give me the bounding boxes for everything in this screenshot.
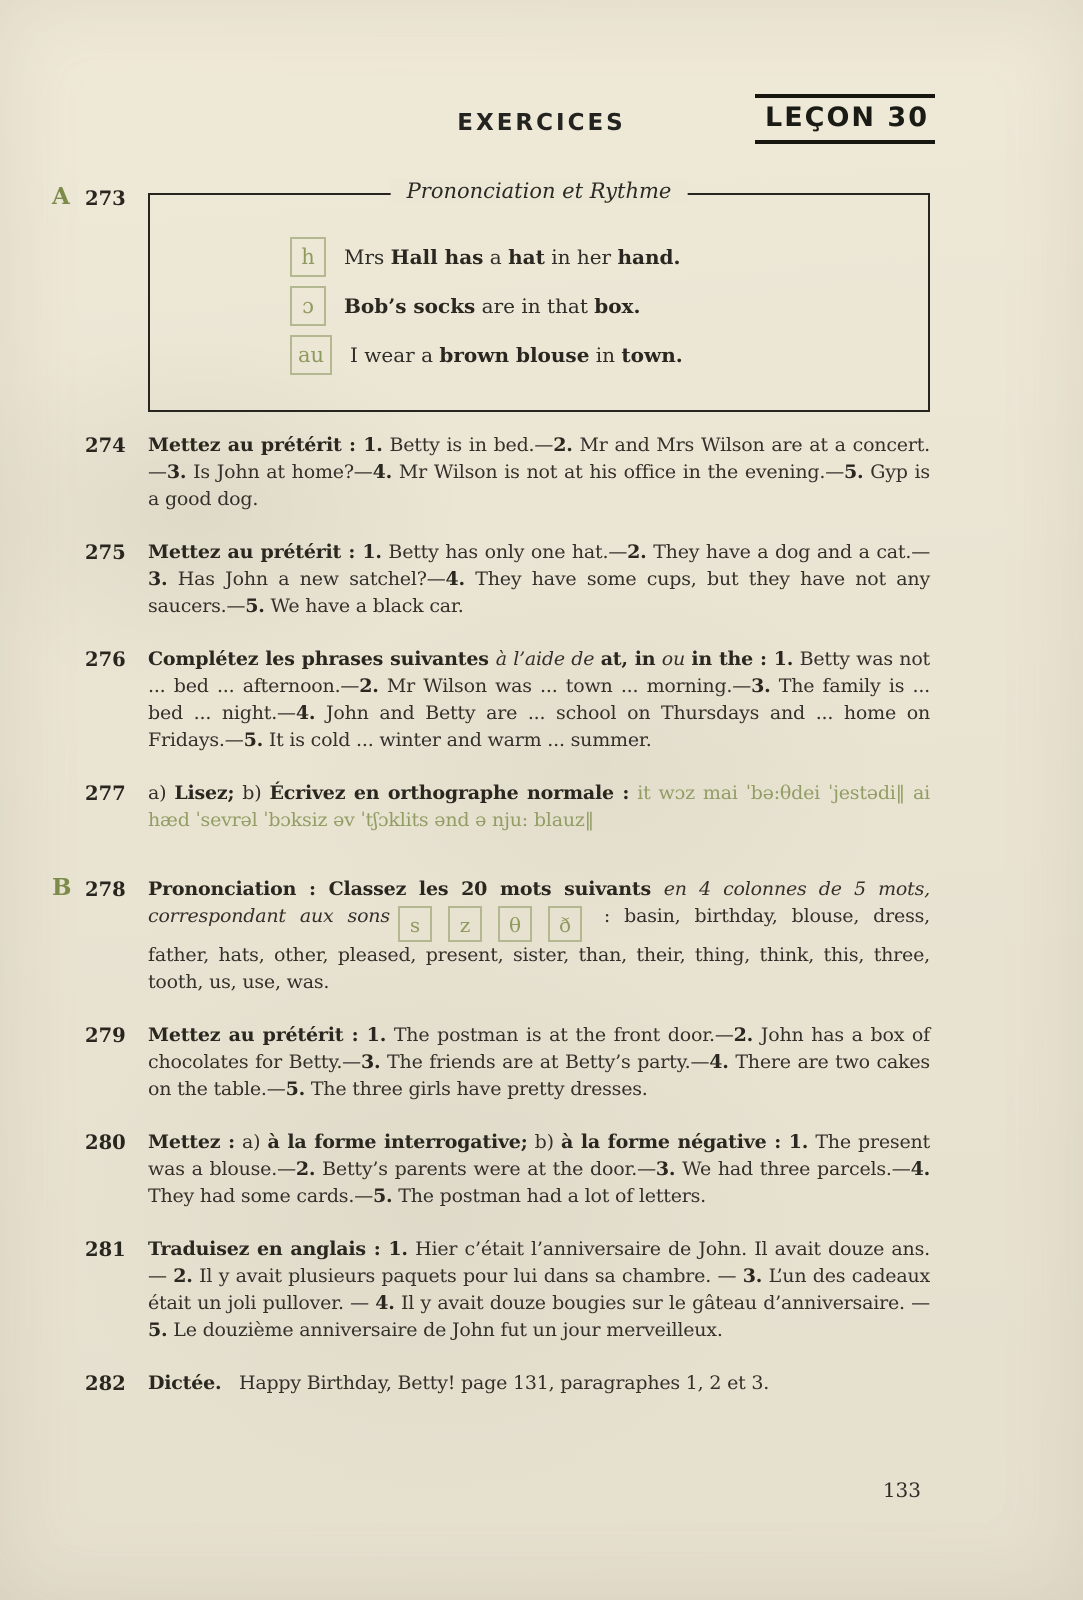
text-segment: John has a box of chocolates for Betty.—	[148, 1024, 930, 1073]
content-column	[52, 179, 931, 1423]
text-segment: 5.	[245, 595, 265, 617]
text-segment: Le douzième anniversaire de John fut un jour merveilleux.	[167, 1319, 723, 1341]
text-segment: ou	[655, 648, 692, 670]
text-segment: Mrs	[344, 245, 391, 269]
exercise-277	[85, 780, 930, 834]
text-segment: They had some cards.—	[148, 1185, 373, 1207]
text-segment: town.	[621, 343, 683, 367]
text-segment: 4.	[709, 1051, 729, 1073]
sound-symbol-box: au	[290, 335, 332, 375]
exercise-text	[148, 432, 930, 513]
text-segment: 3.	[742, 1265, 763, 1287]
text-segment: a)	[148, 782, 175, 804]
text-segment: : basin, birthday, blouse, dress, father, hats, other, pleased, present, sister, than, their, thing, think, this, three, tooth, us, use, was.	[148, 905, 931, 993]
text-segment: à la forme interrogative;	[267, 1131, 528, 1153]
text-segment: We had three parcels.—	[675, 1158, 911, 1180]
text-segment: Has John a new satchel?—	[167, 568, 446, 590]
text-segment: They have a dog and a cat.—	[646, 541, 930, 563]
sound-symbol-box: s	[398, 906, 432, 942]
pronunciation-row	[290, 237, 908, 277]
pronunciation-sentence	[344, 286, 640, 326]
exercise-275	[85, 539, 930, 620]
exercise-list	[52, 432, 931, 1397]
text-segment: 3.	[751, 675, 771, 697]
text-segment: Il y avait plusieurs paquets pour lui dans sa chambre. —	[192, 1265, 743, 1287]
exercise-282	[85, 1370, 930, 1397]
exercise-273	[52, 179, 930, 412]
exercise-text	[148, 1129, 930, 1210]
exercise-text	[148, 646, 930, 754]
text-segment: in her	[544, 245, 618, 269]
exercise-number: 279	[85, 1024, 126, 1047]
text-segment: Prononciation : Classez les 20 mots suivants	[148, 878, 664, 900]
exercise-text	[148, 1236, 930, 1344]
text-segment: We have a black car.	[264, 595, 464, 617]
exercise-281	[85, 1236, 930, 1344]
pronunciation-box	[148, 179, 930, 412]
text-segment: are in that	[475, 294, 595, 318]
exercise-280	[85, 1129, 930, 1210]
text-segment: 5.	[243, 729, 263, 751]
exercise-number: 275	[85, 541, 126, 564]
text-segment: b)	[527, 1131, 561, 1153]
text-segment: Mettez :	[148, 1131, 235, 1153]
exercise-279	[85, 1022, 930, 1103]
text-segment: 2.	[359, 675, 379, 697]
pronunciation-box-title: Prononciation et Rythme	[391, 179, 688, 203]
sound-symbol-box: θ	[498, 906, 532, 942]
exercise-number: 280	[85, 1131, 126, 1154]
text-segment: Bob’s socks	[344, 294, 476, 318]
pronunciation-sentence	[350, 335, 683, 375]
text-segment: 3.	[166, 461, 187, 483]
text-segment: Mr Wilson is not at his office in the evening.—	[392, 461, 844, 483]
text-segment: Mettez au prétérit : 1.	[148, 541, 382, 563]
text-segment: 5.	[148, 1319, 168, 1341]
text-segment: in the : 1.	[691, 648, 794, 670]
text-segment: They have some cups, but they have not any saucers.—	[148, 568, 930, 617]
text-segment: à l’aide de	[495, 648, 601, 670]
text-segment: The friends are at Betty’s party.—	[380, 1051, 710, 1073]
exercise-274	[85, 432, 930, 513]
text-segment: en 4 colonnes de 5 mots, correspondant aux sons	[148, 878, 930, 927]
text-segment: hat	[508, 245, 545, 269]
text-segment: 2.	[553, 434, 573, 456]
text-segment: Dictée.	[148, 1372, 222, 1394]
text-segment: it wɔz mai ˈbə:θdei ˈjestədi‖ ai hæd ˈsevrəl ˈbɔksiz əv ˈtʃɔklits ənd ə nju: blauz‖	[148, 782, 930, 831]
text-segment: brown blouse	[439, 343, 590, 367]
text-segment: Gyp is a good dog.	[148, 461, 930, 510]
text-segment: Mr Wilson was ... town ... morning.—	[378, 675, 752, 697]
text-segment: Mettez au prétérit : 1.	[148, 1024, 387, 1046]
text-segment: Betty’s parents were at the door.—	[315, 1158, 656, 1180]
text-segment: 5.	[844, 461, 864, 483]
exercise-text	[148, 1370, 930, 1397]
pronunciation-row	[290, 335, 908, 375]
text-segment: Hier c’était l’anniversaire de John. Il avait douze ans. —	[148, 1238, 930, 1287]
text-segment: 2.	[733, 1024, 754, 1046]
text-segment: 3.	[148, 568, 168, 590]
text-segment: Hall has	[390, 245, 484, 269]
text-segment: There are two cakes on the table.—	[148, 1051, 930, 1100]
text-segment: It is cold ... winter and warm ... summer.	[263, 729, 652, 751]
exercise-number: 276	[85, 648, 126, 671]
text-segment: à la forme négative : 1.	[561, 1131, 809, 1153]
text-segment: 4.	[445, 568, 465, 590]
text-segment: Il y avait douze bougies sur le gâteau d’anniversaire. —	[394, 1292, 930, 1314]
exercise-number: 274	[85, 434, 126, 457]
text-segment: Lisez;	[174, 782, 235, 804]
text-segment: L’un des cadeaux était un joli pullover. —	[148, 1265, 931, 1314]
section-letter-a: A	[52, 183, 70, 210]
page-number: 133	[882, 1478, 921, 1502]
exercise-number: 273	[85, 187, 126, 210]
exercise-276	[85, 646, 930, 754]
sound-symbol-box: z	[448, 906, 482, 942]
text-segment: Betty is in bed.—	[382, 434, 554, 456]
sound-symbol-box: h	[290, 237, 326, 277]
sound-symbol-box: ɔ	[290, 286, 326, 326]
pronunciation-rows	[290, 237, 908, 375]
text-segment: 3.	[360, 1051, 381, 1073]
text-segment: 4.	[295, 702, 316, 724]
text-segment: 2.	[627, 541, 647, 563]
text-segment: box.	[594, 294, 641, 318]
text-segment: a	[483, 245, 509, 269]
exercise-number: 281	[85, 1238, 126, 1261]
text-segment: Betty was not ... bed ... afternoon.—	[148, 648, 930, 697]
exercise-text	[148, 1022, 930, 1103]
exercise-text	[148, 876, 930, 996]
exercise-number: 282	[85, 1372, 126, 1395]
text-segment: 5.	[373, 1185, 393, 1207]
text-segment: a)	[234, 1131, 268, 1153]
exercise-number: 278	[85, 878, 126, 901]
text-segment: 4.	[375, 1292, 395, 1314]
text-segment: 4.	[910, 1158, 931, 1180]
text-segment: Traduisez en anglais : 1.	[148, 1238, 408, 1260]
text-segment: The family is ... bed ... night.—	[148, 675, 930, 724]
text-segment: hand.	[617, 245, 681, 269]
pronunciation-sentence	[344, 237, 680, 277]
text-segment: Happy Birthday, Betty! page 131, paragraphes 1, 2 et 3.	[221, 1372, 770, 1394]
pronunciation-row	[290, 286, 908, 326]
text-segment: Complétez les phrases suivantes	[148, 648, 496, 670]
text-segment: 4.	[372, 461, 393, 483]
lesson-badge: LEÇON 30	[755, 94, 935, 144]
exercise-278	[52, 874, 931, 996]
text-segment: 2.	[295, 1158, 316, 1180]
text-segment: Écrivez en orthographe normale :	[269, 782, 630, 804]
text-segment: The postman is at the front door.—	[386, 1024, 734, 1046]
text-segment: The postman had a lot of letters.	[392, 1185, 707, 1207]
text-segment: at, in	[600, 648, 656, 670]
text-segment: The present was a blouse.—	[148, 1131, 930, 1180]
exercise-text	[148, 539, 930, 620]
text-segment: 3.	[655, 1158, 676, 1180]
text-segment: in	[589, 343, 622, 367]
text-segment: Mr and Mrs Wilson are at a concert.—	[148, 434, 930, 483]
text-segment: I wear a	[350, 343, 440, 367]
section-letter-b: B	[52, 874, 72, 901]
text-segment: The three girls have pretty dresses.	[305, 1078, 648, 1100]
text-segment: 5.	[285, 1078, 305, 1100]
text-segment: Is John at home?—	[186, 461, 373, 483]
text-segment: Betty has only one hat.—	[381, 541, 628, 563]
text-segment: b)	[234, 782, 270, 804]
page-title: EXERCICES	[457, 110, 626, 136]
exercise-text	[148, 780, 930, 834]
exercise-number: 277	[85, 782, 126, 805]
text-segment: John and Betty are ... school on Thursdays and ... home on Fridays.—	[148, 702, 930, 751]
text-segment: 2.	[173, 1265, 193, 1287]
sound-symbol-box: ð	[548, 906, 582, 942]
text-segment: Mettez au prétérit : 1.	[148, 434, 383, 456]
